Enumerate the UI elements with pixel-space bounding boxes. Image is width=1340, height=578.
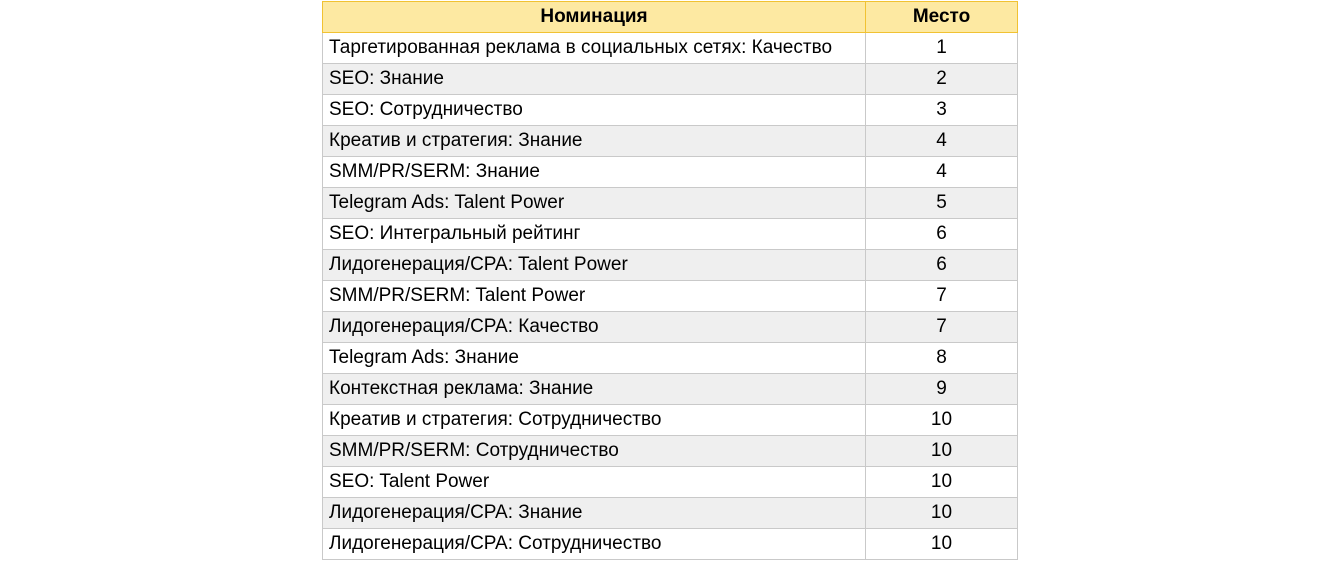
cell-place[interactable]: 7 bbox=[866, 281, 1018, 312]
cell-place[interactable]: 4 bbox=[866, 126, 1018, 157]
cell-nomination[interactable]: Лидогенерация/CPA: Знание bbox=[323, 498, 866, 529]
cell-place[interactable]: 9 bbox=[866, 374, 1018, 405]
cell-place[interactable]: 5 bbox=[866, 188, 1018, 219]
cell-place[interactable]: 10 bbox=[866, 405, 1018, 436]
table-row bbox=[323, 188, 1018, 219]
table-row bbox=[323, 498, 1018, 529]
cell-nomination[interactable]: SEO: Сотрудничество bbox=[323, 95, 866, 126]
cell-place[interactable]: 6 bbox=[866, 250, 1018, 281]
table-row bbox=[323, 95, 1018, 126]
cell-place[interactable]: 10 bbox=[866, 436, 1018, 467]
header-nomination[interactable]: Номинация bbox=[323, 2, 866, 33]
cell-place[interactable]: 2 bbox=[866, 64, 1018, 95]
cell-place[interactable]: 3 bbox=[866, 95, 1018, 126]
table-body bbox=[323, 33, 1018, 560]
table-row bbox=[323, 529, 1018, 560]
cell-nomination[interactable]: Креатив и стратегия: Сотрудничество bbox=[323, 405, 866, 436]
rankings-table bbox=[322, 1, 1018, 560]
cell-nomination[interactable]: Лидогенерация/CPA: Качество bbox=[323, 312, 866, 343]
table-row bbox=[323, 126, 1018, 157]
cell-nomination[interactable]: Таргетированная реклама в социальных сетях: Качество bbox=[323, 33, 866, 64]
table-row bbox=[323, 219, 1018, 250]
table-row bbox=[323, 64, 1018, 95]
cell-nomination[interactable]: Контекстная реклама: Знание bbox=[323, 374, 866, 405]
cell-nomination[interactable]: Telegram Ads: Знание bbox=[323, 343, 866, 374]
table-header bbox=[323, 2, 1018, 33]
cell-nomination[interactable]: SEO: Talent Power bbox=[323, 467, 866, 498]
cell-nomination[interactable]: Лидогенерация/CPA: Сотрудничество bbox=[323, 529, 866, 560]
table-row bbox=[323, 33, 1018, 64]
cell-place[interactable]: 4 bbox=[866, 157, 1018, 188]
cell-place[interactable]: 10 bbox=[866, 467, 1018, 498]
table-row bbox=[323, 312, 1018, 343]
table-row bbox=[323, 436, 1018, 467]
cell-place[interactable]: 7 bbox=[866, 312, 1018, 343]
table-row bbox=[323, 467, 1018, 498]
table-row bbox=[323, 281, 1018, 312]
table-row bbox=[323, 250, 1018, 281]
table-row bbox=[323, 343, 1018, 374]
cell-place[interactable]: 6 bbox=[866, 219, 1018, 250]
cell-place[interactable]: 10 bbox=[866, 529, 1018, 560]
cell-nomination[interactable]: SMM/PR/SERM: Знание bbox=[323, 157, 866, 188]
cell-place[interactable]: 8 bbox=[866, 343, 1018, 374]
table-row bbox=[323, 405, 1018, 436]
cell-nomination[interactable]: SEO: Интегральный рейтинг bbox=[323, 219, 866, 250]
cell-nomination[interactable]: SMM/PR/SERM: Сотрудничество bbox=[323, 436, 866, 467]
cell-place[interactable]: 1 bbox=[866, 33, 1018, 64]
header-place[interactable]: Место bbox=[866, 2, 1018, 33]
cell-nomination[interactable]: Telegram Ads: Talent Power bbox=[323, 188, 866, 219]
cell-place[interactable]: 10 bbox=[866, 498, 1018, 529]
table-row bbox=[323, 374, 1018, 405]
header-row bbox=[323, 2, 1018, 33]
cell-nomination[interactable]: Креатив и стратегия: Знание bbox=[323, 126, 866, 157]
table-row bbox=[323, 157, 1018, 188]
cell-nomination[interactable]: SEO: Знание bbox=[323, 64, 866, 95]
cell-nomination[interactable]: SMM/PR/SERM: Talent Power bbox=[323, 281, 866, 312]
cell-nomination[interactable]: Лидогенерация/CPA: Talent Power bbox=[323, 250, 866, 281]
